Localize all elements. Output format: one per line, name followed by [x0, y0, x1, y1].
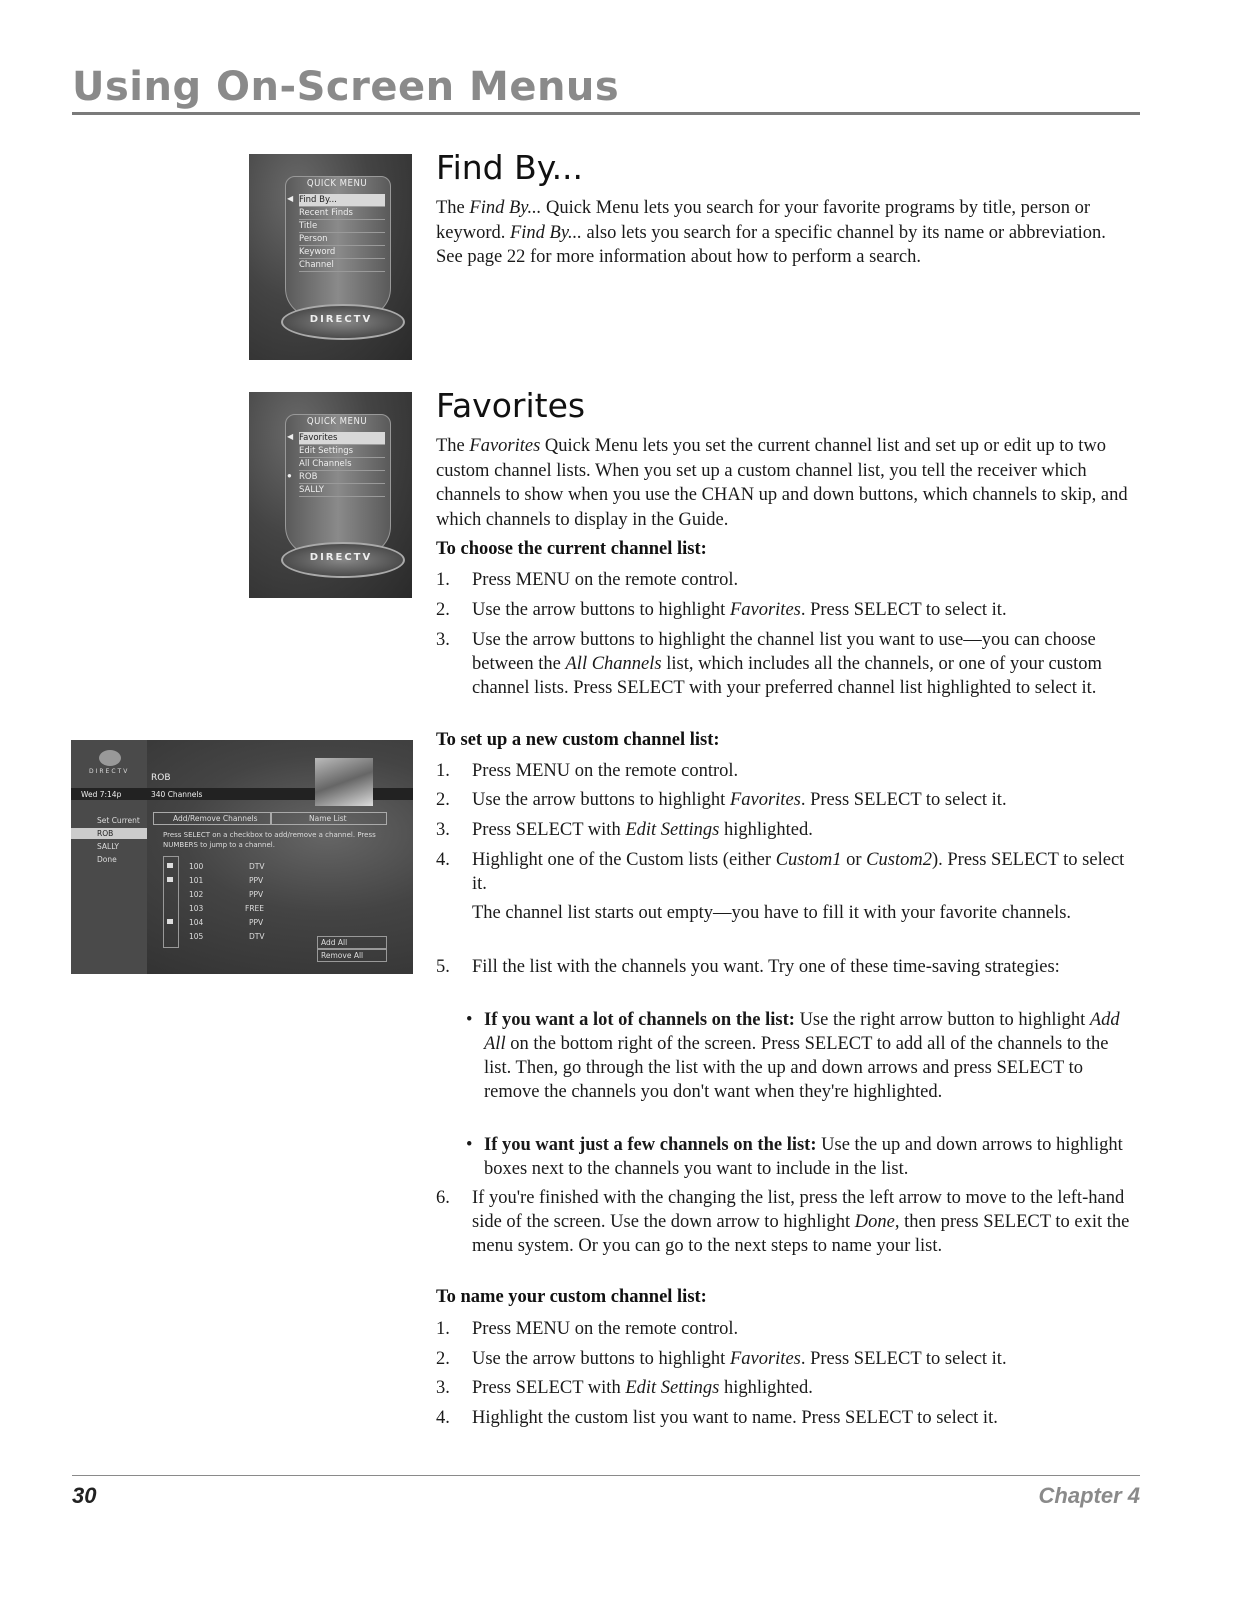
footer-divider	[72, 1475, 1140, 1476]
channel-number: 100	[189, 862, 204, 871]
list-item: 1. Press MENU on the remote control.	[436, 761, 739, 781]
menu-item: Person	[299, 233, 385, 246]
list-item-note: The channel list starts out empty—you have to fill it with your favorite channels.	[472, 903, 1072, 923]
guide-time: Wed 7:14p	[81, 790, 122, 799]
sidebar-item-done: Done	[97, 855, 117, 864]
guide-instructions: Press SELECT on a checkbox to add/remove a channel. Press NUMBERS to jump to a channel.	[163, 831, 376, 849]
menu-item: ROB	[299, 471, 385, 484]
channel-type: FREE	[245, 904, 265, 913]
favorites-heading: Favorites	[436, 386, 586, 425]
list-item: 2. Use the arrow buttons to highlight Favorites. Press SELECT to select it.	[436, 1349, 1007, 1369]
channel-number: 101	[189, 876, 204, 885]
sidebar-item-rob: ROB	[97, 829, 114, 838]
title-divider	[72, 112, 1140, 115]
menu-item: All Channels	[299, 458, 385, 471]
list-item: 6. If you're finished with the changing the list, press the left arrow to move to the left-hand side of the screen. Use the down arrow to highlight Done, then press SELECT to exit the menu system. Or you can go to the next steps to name your list.	[436, 1188, 1130, 1256]
directv-logo: DIRECTV	[309, 314, 373, 325]
menu-item: Recent Finds	[299, 207, 385, 220]
name-list-subhead: To name your custom channel list:	[436, 1287, 707, 1307]
channel-number: 102	[189, 890, 204, 899]
menu-item: Edit Settings	[299, 445, 385, 458]
channel-number: 104	[189, 918, 204, 927]
checkbox-checked-icon	[167, 919, 173, 924]
find-by-description: The Find By... Quick Menu lets you search for your favorite programs by title, person or keyword. Find By... also lets you search for a specific channel by its name or abbreviation. See page 22 for more information about how to perform a search.	[436, 198, 1106, 267]
quick-menu-header: QUICK MENU	[306, 416, 368, 427]
menu-item: Find By...	[299, 194, 385, 207]
page-number: 30	[72, 1483, 97, 1508]
bullet-item: • If you want just a few channels on the list: Use the up and down arrows to highlight boxes next to the channels you want to include in the list.	[466, 1135, 1123, 1179]
add-all-button: Add All	[321, 938, 348, 947]
sidebar-item-sally: SALLY	[97, 842, 119, 851]
menu-item: Channel	[299, 259, 385, 272]
list-item: 5. Fill the list with the channels you want. Try one of these time-saving strategies:	[436, 957, 1060, 977]
find-by-menu-screenshot	[249, 154, 412, 360]
bullet-item: • If you want a lot of channels on the list: Use the right arrow button to highlight Add All on the bottom right of the screen. Press SELECT to add all of the channels to the list. Then, go through the list with the up and down arrows and press SELECT to remove the channels you don't want when they're highlighted.	[466, 1010, 1120, 1102]
channel-number: 105	[189, 932, 204, 941]
list-item: 3. Use the arrow buttons to highlight the channel list you want to use—you can choose between the All Channels list, which includes all the channels, or one of your custom channel lists. Press SELECT with your preferred channel list highlighted to select it.	[436, 630, 1102, 698]
guide-channel-count: 340 Channels	[151, 790, 203, 799]
checkbox-checked-icon	[167, 877, 173, 882]
favorites-description: The Favorites Quick Menu lets you set the current channel list and set up or edit up to two custom channel lists. When you set up a custom channel list, you tell the receiver which channels to show when you use the CHAN up and down buttons, which channels to skip, and which channels to display in the Guide.	[436, 436, 1128, 530]
channel-type: PPV	[249, 918, 264, 927]
channel-type: PPV	[249, 876, 264, 885]
checkbox-checked-icon	[167, 863, 173, 868]
channel-type: PPV	[249, 890, 264, 899]
list-item: 2. Use the arrow buttons to highlight Favorites. Press SELECT to select it.	[436, 600, 1007, 620]
find-by-heading: Find By...	[436, 148, 584, 187]
left-arrow-icon: ◀	[287, 194, 294, 203]
menu-item: Keyword	[299, 246, 385, 259]
list-item: 1. Press MENU on the remote control.	[436, 1319, 739, 1339]
favorites-menu-screenshot	[249, 392, 412, 598]
setup-list-subhead: To set up a new custom channel list:	[436, 730, 720, 750]
menu-item: Title	[299, 220, 385, 233]
list-item: 3. Press SELECT with Edit Settings highlighted.	[436, 820, 813, 840]
menu-item: SALLY	[299, 484, 385, 497]
list-item: 4. Highlight one of the Custom lists (either Custom1 or Custom2). Press SELECT to select it.	[436, 850, 1125, 894]
left-arrow-icon: ◀	[287, 432, 294, 441]
choose-list-subhead: To choose the current channel list:	[436, 539, 707, 559]
remove-all-button: Remove All	[321, 951, 364, 960]
directv-logo: DIRECTV	[309, 552, 373, 563]
list-item: 3. Press SELECT with Edit Settings highlighted.	[436, 1378, 813, 1398]
tab-name-list: Name List	[309, 814, 347, 823]
video-preview	[315, 758, 373, 806]
list-item: 4. Highlight the custom list you want to name. Press SELECT to select it.	[436, 1408, 998, 1428]
sidebar-item-set-current: Set Current	[97, 816, 140, 825]
channel-number: 103	[189, 904, 204, 913]
page-title: Using On-Screen Menus	[72, 64, 620, 110]
menu-item: Favorites	[299, 432, 385, 445]
directv-logo-icon	[99, 750, 121, 766]
edit-channel-list-screenshot	[71, 740, 413, 974]
tab-add-remove-channels: Add/Remove Channels	[173, 814, 258, 823]
quick-menu-header: QUICK MENU	[306, 178, 368, 189]
list-item: 2. Use the arrow buttons to highlight Favorites. Press SELECT to select it.	[436, 790, 1007, 810]
guide-logo: DIRECTV	[89, 768, 130, 775]
channel-type: DTV	[249, 862, 265, 871]
current-list-marker-icon: ●	[287, 471, 292, 480]
channel-type: DTV	[249, 932, 265, 941]
list-item: 1. Press MENU on the remote control.	[436, 570, 739, 590]
chapter-label: Chapter 4	[1038, 1483, 1140, 1508]
guide-list-name: ROB	[151, 773, 171, 783]
